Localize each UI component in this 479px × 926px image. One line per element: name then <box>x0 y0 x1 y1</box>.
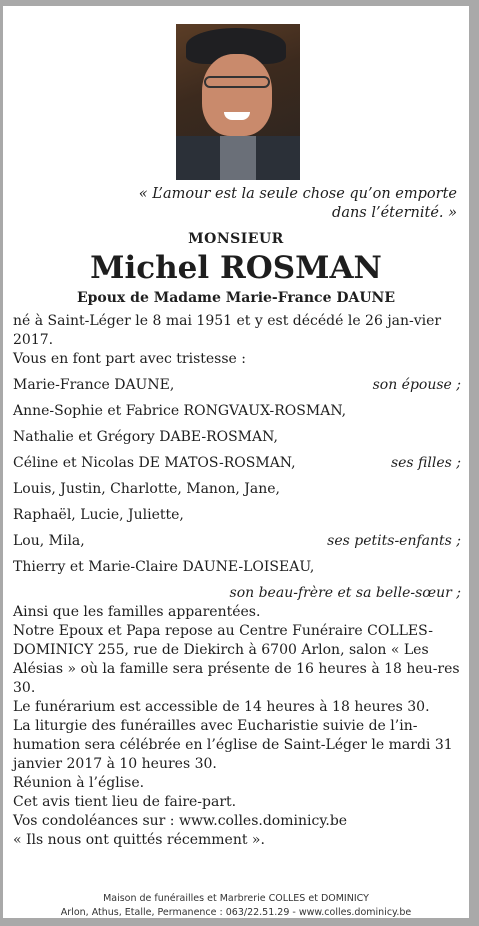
family-relation: son épouse ; <box>372 377 461 393</box>
family-names: Céline et Nicolas DE MATOS-ROSMAN, <box>13 455 296 471</box>
footer-line: Arlon, Athus, Etalle, Permanence : 063/22.51.29 - www.colles.dominicy.be <box>60 907 412 918</box>
quote: « L’amour est la seule chose qu’on emporte dans l’éternité. » <box>138 186 457 221</box>
paragraph: Cet avis tient lieu de faire-part. <box>13 794 237 810</box>
paragraph: La liturgie des funérailles avec Eucharistie suivie de l’in-humation sera célébrée en l’église de Saint-Léger le mardi 31 janvier 2017 à 10 heures 30. <box>13 718 453 772</box>
family-names: Anne-Sophie et Fabrice RONGVAUX-ROSMAN, <box>13 403 347 419</box>
family-row <box>13 454 461 473</box>
spouse-line: Epoux de Madame Marie-France DAUNE <box>76 290 396 306</box>
family-names: Nathalie et Grégory DABE-ROSMAN, <box>13 429 278 445</box>
family-names: Raphaël, Lucie, Juliette, <box>13 507 184 523</box>
obituary-card <box>3 6 469 918</box>
obituary-body <box>13 312 461 850</box>
announce-text: Vous en font part avec tristesse : <box>13 351 246 367</box>
condolences-link-text: Vos condoléances sur : www.colles.dominicy.be <box>13 813 348 829</box>
deceased-name: Michel ROSMAN <box>90 250 382 286</box>
family-row <box>13 506 461 525</box>
family-relation: ses filles ; <box>390 455 461 471</box>
footer-line: Maison de funérailles et Marbrerie COLLES et DOMINICY <box>103 893 369 904</box>
family-row <box>13 402 461 421</box>
family-row <box>13 532 461 551</box>
paragraph: Le funérarium est accessible de 14 heures à 18 heures 30. <box>13 699 430 715</box>
paragraph: Réunion à l’église. <box>13 775 145 791</box>
family-names: Lou, Mila, <box>13 533 85 549</box>
portrait-photo <box>176 24 300 180</box>
family-relation: son beau-frère et sa belle-sœur ; <box>229 585 461 601</box>
paragraph: Ainsi que les familles apparentées. <box>13 604 261 620</box>
family-relation: ses petits-enfants ; <box>327 533 461 549</box>
family-names: Louis, Justin, Charlotte, Manon, Jane, <box>13 481 281 497</box>
title-prefix: MONSIEUR <box>188 231 284 247</box>
paragraph: Notre Epoux et Papa repose au Centre Funéraire COLLES-DOMINICY 255, rue de Diekirch à 6700 Arlon, salon « Les Alésias » où la famille sera présente de 16 heures à 18 heu-res 30. <box>13 623 460 696</box>
family-names: Thierry et Marie-Claire DAUNE-LOISEAU, <box>13 559 315 575</box>
paragraph: « Ils nous ont quittés récemment ». <box>13 832 265 848</box>
family-row <box>13 376 461 395</box>
family-names: Marie-France DAUNE, <box>13 377 175 393</box>
family-row <box>13 428 461 447</box>
footer <box>3 892 469 920</box>
birth-death-text: né à Saint-Léger le 8 mai 1951 et y est décédé le 26 jan-vier 2017. <box>13 313 442 348</box>
family-row <box>13 480 461 499</box>
family-row <box>13 558 461 577</box>
